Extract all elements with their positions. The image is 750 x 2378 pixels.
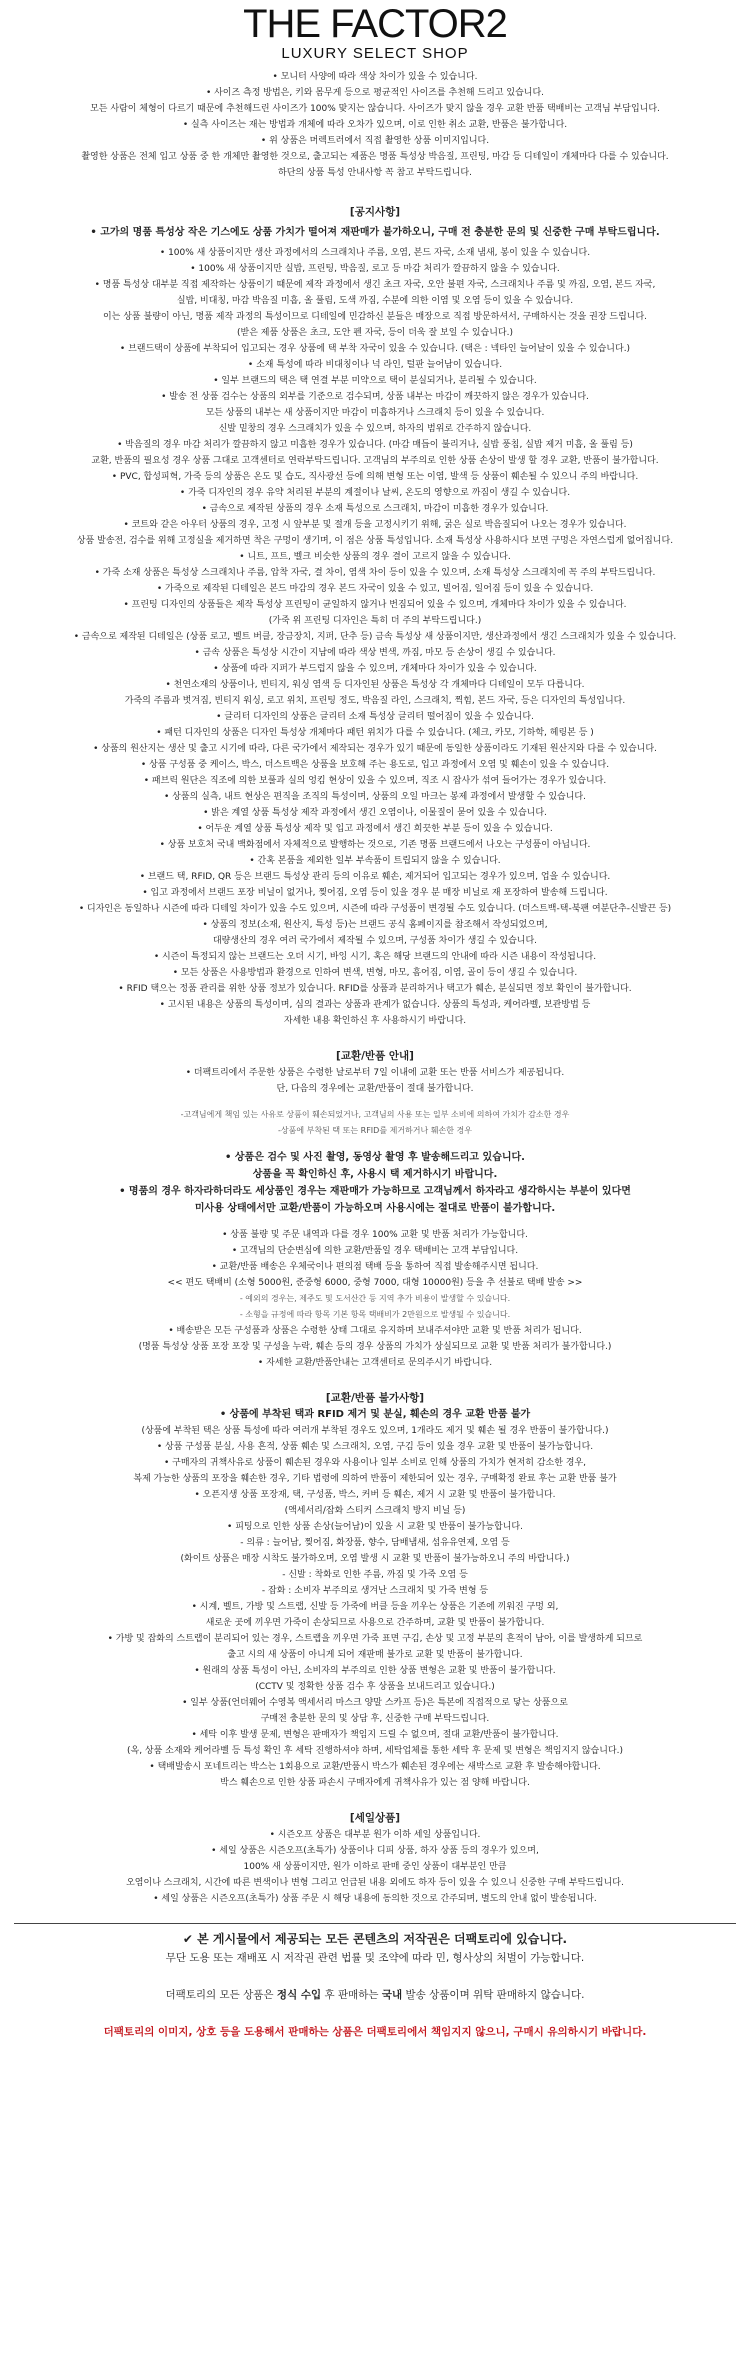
copyright-warning: 무단 도용 또는 재배포 시 저작권 관련 법률 및 조약에 따라 민, 형사상의 처벌이 가능합니다. bbox=[165, 1952, 585, 1964]
intro-line: 하단의 상품 특성 안내사항 꼭 참고 부탁드립니다. bbox=[278, 168, 472, 178]
noreturn-item: • 원래의 상품 특성이 아닌, 소비자의 부주의로 인한 상품 변형은 교환 및 반품이 불가합니다. bbox=[194, 1666, 556, 1676]
notice-item: • 상품 보호처 국내 백화점에서 자체적으로 발행하는 것으로, 기존 명품 브랜드에서 나오는 구성품이 아닙니다. bbox=[159, 840, 591, 850]
notice-item: • 디자인은 동일하나 시즌에 따라 디테일 차이가 있을 수도 있으며, 시즌에 따라 구성품이 변경될 수도 있습니다. (더스트백-택-북팬 여분단추-신발끈 등) bbox=[78, 904, 672, 914]
notice-item: • 밝은 계열 상품 특성상 제작 과정에서 생긴 오염이나, 이물질이 묻어 있을 수 있습니다. bbox=[203, 808, 547, 818]
noreturn-item: 새로운 곳에 끼우면 가죽이 손상되므로 사용으로 간주하며, 교환 및 반품이 불가합니다. bbox=[205, 1618, 545, 1628]
notice-item: • 금속 상품은 특성상 시간이 지남에 따라 색상 변색, 까짐, 마모 등 손상이 생길 수 있습니다. bbox=[194, 648, 556, 658]
notice-item: • 패브릭 원단은 직조에 의한 보풀과 실의 엉킴 현상이 있을 수 있으며, 직조 시 잡사가 섞여 들어가는 경우가 있습니다. bbox=[143, 776, 607, 786]
intro-line: 촬영한 상품은 전체 입고 상품 중 한 개체만 촬영한 것으로, 출고되는 제품은 명품 특성상 박음질, 프린팅, 마감 등 디테일이 개체마다 다를 수 있습니다. bbox=[81, 152, 669, 162]
noreturn-item: • 시계, 벨트, 가방 및 스트랩, 신발 등 가죽에 버클 등을 끼우는 상품은 기존에 끼워진 구멍 외, bbox=[191, 1602, 559, 1612]
notice-item: • 가죽 디자인의 경우 유약 처리된 부분의 계절이나 날씨, 온도의 영향으로 까짐이 생길 수 있습니다. bbox=[179, 488, 571, 498]
notice-item: 신발 밑창의 경우 스크래치가 있을 수 있으며, 하자의 범위로 간주하지 않습니다. bbox=[218, 424, 532, 434]
exchange-line: • 더팩트리에서 주문한 상품은 수령한 날로부터 7일 이내에 교환 또는 반품 서비스가 제공됩니다. bbox=[185, 1068, 565, 1078]
noreturn-item: (화이트 상품은 매장 시착도 불가하오며, 오염 발생 시 교환 및 반품이 불가능하오니 주의 바랍니다.) bbox=[180, 1554, 570, 1564]
noreturn-item: • 상품 구성품 분실, 사용 흔적, 상품 훼손 및 스크래치, 오염, 구김 등이 있을 경우 교환 및 반품이 불가능합니다. bbox=[156, 1442, 594, 1452]
notice-list bbox=[14, 245, 736, 1029]
notice-item: • 시즌이 특정되지 않는 브랜드는 오더 시기, 바잉 시기, 혹은 해당 브랜드의 안내에 따라 시즌 내용이 작성됩니다. bbox=[153, 952, 597, 962]
notice-item: • 가죽으로 제작된 디테일은 본드 마감의 경우 본드 자국이 있을 수 있고, 빌어짐, 일어짐 등이 있을 수 있습니다. bbox=[156, 584, 594, 594]
notice-item: • 상품의 실측, 내트 현상은 편직을 조직의 특성이며, 상품의 오일 마크는 봉제 과정에서 발생할 수 있습니다. bbox=[164, 792, 586, 802]
exchange-fee-notes bbox=[14, 1291, 736, 1323]
exchange-exceptions bbox=[14, 1107, 736, 1139]
exchange-line: 단, 다음의 경우에는 교환/반품이 절대 불가합니다. bbox=[276, 1084, 474, 1094]
copyright-block bbox=[14, 1930, 736, 2042]
intro-line: • 사이즈 측정 방법은, 키와 몸무게 등으로 평균적인 사이즈를 추천해 드리고 있습니다. bbox=[205, 88, 545, 98]
noreturn-item: • 세탁 이후 발생 문제, 변형은 판매자가 책임지 드릴 수 없으며, 절대 교환/반품이 불가합니다. bbox=[191, 1730, 559, 1740]
notice-item: 실밥, 비대칭, 마감 박음질 미흡, 올 풀림, 도색 까짐, 수분에 의한 이염 및 오염 등이 있을 수 있습니다. bbox=[176, 296, 574, 306]
noreturn-title: [교환/반품 불가사항] bbox=[325, 1392, 425, 1404]
noreturn-item: • 일부 상품(언더웨어 수영복 액세서리 마스크 양말 스카프 등)은 특본에 직접적으로 닿는 상품으로 bbox=[182, 1698, 568, 1708]
exchange-list-2 bbox=[14, 1323, 736, 1371]
exchange-bold-line: 미사용 상태에서만 교환/반품이 가능하오며 사용시에는 절대로 반품이 불가합니다. bbox=[194, 1203, 556, 1214]
notice-item: • 100% 새 상품이지만 실밥, 프린팅, 박음질, 로고 등 마감 처리가 깔끔하지 않을 수 있습니다. bbox=[190, 264, 560, 274]
noreturn-item: - 의류 : 늘어남, 찢어짐, 화장품, 향수, 담배냄새, 섬유유연제, 오염 등 bbox=[240, 1538, 510, 1548]
sale-title: [세일상품] bbox=[349, 1812, 401, 1824]
sale-item: 100% 새 상품이지만, 원가 이하로 판매 중인 상품이 대부분인 만큼 bbox=[243, 1862, 507, 1872]
exchange-title: [교환/반품 안내] bbox=[336, 1050, 414, 1062]
notice-item: • 브랜드 택, RFID, QR 등은 브랜드 특성상 관리 등의 이유로 훼손, 제거되어 입고되는 경우가 있으며, 업을 수 있습니다. bbox=[139, 872, 611, 882]
intro-line: • 모니터 사양에 따라 색상 차이가 있을 수 있습니다. bbox=[272, 72, 478, 82]
notice-item: • 발송 전 상품 검수는 상품의 외부를 기준으로 검수되며, 상품 내부는 마감이 깨끗하지 않은 경우가 있습니다. bbox=[161, 392, 589, 402]
notice-item: • RFID 택으는 정품 관리를 위한 상품 정보가 있습니다. RFID를 상품과 분리하거나 택고가 훼손, 분실되면 정보 확인이 불가합니다. bbox=[118, 984, 632, 994]
notice-item: • 박음질의 경우 마감 처리가 깔끔하지 않고 미흡한 경우가 있습니다. (마감 매듭이 불리거나, 실밥 풍침, 실밥 제거 미흡, 올 풀림 등) bbox=[117, 440, 633, 450]
noreturn-item: (옥, 상품 소재와 케어라벨 등 특성 확인 후 세탁 진행하셔야 하며, 세탁업체를 통한 세탁 후 문제 및 변형은 책임지지 않습니다.) bbox=[127, 1746, 623, 1756]
notice-item: • 상품의 원산지는 생산 및 출고 시기에 따라, 다른 국가에서 제작되는 경우가 있기 때문에 동일한 상품이라도 기재된 원산지와 다를 수 있습니다. bbox=[93, 744, 657, 754]
noreturn-item: (액세서리/잡화 스티커 스크래치 방지 비닐 등) bbox=[284, 1506, 466, 1516]
intro-line: 모든 사람이 체형이 다르기 때문에 추천해드린 사이즈가 100% 맞지는 않습니다. 사이즈가 맞지 않을 경우 교환 반품 택배비는 고객님 부담입니다. bbox=[90, 104, 660, 114]
notice-lead: • 고가의 명품 특성상 작은 기스에도 상품 가치가 떨어져 재판매가 불가하오니, 구매 전 충분한 문의 및 신중한 구매 부탁드립니다. bbox=[90, 227, 660, 238]
notice-item: • 100% 새 상품이지만 생산 과정에서의 스크래치나 주름, 오염, 본드 자국, 소재 냄새, 봉이 있을 수 있습니다. bbox=[159, 248, 591, 258]
notice-item: • 상품의 정보(소재, 원산지, 특성 등)는 브랜드 공식 홈페이지를 참조해서 작성되었으며, bbox=[202, 920, 548, 930]
exchange-list bbox=[14, 1227, 736, 1291]
notice-item: • 니트, 프트, 벨크 비슷한 상품의 경우 결이 고르지 않을 수 있습니다. bbox=[239, 552, 511, 562]
notice-item: 대량생산의 경우 여러 국가에서 제작될 수 있으며, 구성품 차이가 생길 수 있습니다. bbox=[212, 936, 538, 946]
notice-item: • 코트와 같은 아우터 상품의 경우, 고정 시 앞부분 및 절개 등을 고정시키기 위해, 굵은 실로 박음질되어 나오는 경우가 있습니다. bbox=[123, 520, 627, 530]
notice-item: • 천연소재의 상품이나, 빈티지, 워싱 염색 등 디자인된 상품은 특성상 각 개체마다 디테일이 모두 다릅니다. bbox=[165, 680, 585, 690]
notice-item: • 브랜드택이 상품에 부착되어 입고되는 경우 상품에 택 부착 자국이 있을 수 있습니다. (택은 : 넥타인 늘어날이 있을 수 있습니다.) bbox=[119, 344, 631, 354]
exchange-top bbox=[14, 1065, 736, 1097]
brand-logo bbox=[14, 0, 736, 61]
intro-line: • 실측 사이즈는 재는 방법과 개체에 따라 오차가 있으며, 이로 인한 취소 교환, 반품은 불가합니다. bbox=[182, 120, 568, 130]
exchange-bold-line: • 명품의 경우 하자라하더라도 세상품인 경우는 재판매가 가능하므로 고객님께서 하자라고 생각하시는 부분이 있다면 bbox=[119, 1186, 631, 1197]
exchange-item: • 교환/반품 배송은 우체국이나 편의점 택배 등을 통하여 직접 발송해주시면 됩니다. bbox=[211, 1262, 539, 1272]
notice-item: • 글리터 디자인의 상품은 글리터 소재 특성상 글리터 떨어짐이 있을 수 있습니다. bbox=[216, 712, 534, 722]
noreturn-item: • 오픈지생 상품 포장재, 택, 구성품, 박스, 커버 등 훼손, 제거 시 교환 및 반품이 불가합니다. bbox=[194, 1490, 556, 1500]
notice-item: 가죽의 주름과 벗겨짐, 빈티지 워싱, 로고 위치, 프린팅 정도, 박음질 라인, 스크래치, 찍힘, 본드 자국, 등은 디자인의 특성입니다. bbox=[124, 696, 626, 706]
exchange-item: • 배송받은 모든 구성품과 상품은 수령한 상태 그대로 유지하며 보내주셔야만 교환 및 반품 처리가 됩니다. bbox=[168, 1326, 582, 1336]
notice-item: • 입고 과정에서 브랜드 포장 비닐이 없거나, 찢어짐, 오염 등이 있을 경우 분 매장 비닐로 재 포장하여 발송해 드립니다. bbox=[142, 888, 608, 898]
notice-item: (받은 제품 상품은 초크, 도안 펜 자국, 등이 더욱 잘 보일 수 있습니다.) bbox=[237, 328, 513, 338]
noreturn-item: (CCTV 및 정확한 상품 검수 후 상품을 보내드리고 있습니다.) bbox=[255, 1682, 495, 1692]
noreturn-item: (상품에 부착된 택은 상품 특성에 따라 여러개 부착된 경우도 있으며, 1개라도 제거 및 훼손 될 경우 반품이 불가합니다.) bbox=[141, 1426, 609, 1436]
exchange-exception-line: -고객님에게 책임 있는 사유로 상품이 훼손되었거나, 고객님의 사용 또는 일부 소비에 의하여 가치가 감소한 경우 bbox=[180, 1110, 570, 1119]
notice-item: • 어두운 계열 상품 특성상 제작 및 입고 과정에서 생긴 희끗한 부분 등이 있을 수 있습니다. bbox=[197, 824, 553, 834]
notice-item: • 명품 특성상 대부분 직접 제작하는 상품이기 때문에 제작 과정에서 생긴 초크 자국, 오안 불편 자국, 스크래치나 주름 및 까짐, 오염, 본드 자국, bbox=[94, 280, 656, 290]
notice-item: 이는 상품 불량이 아닌, 명품 제작 과정의 특성이므로 디테일에 민감하신 분들은 매장으로 직접 방문하셔서, 구매하시는 것을 권장 드립니다. bbox=[102, 312, 648, 322]
sale-item: • 세일 상품은 시즌오프(초특가) 상품 주문 시 해당 내용에 동의한 것으로 간주되며, 별도의 안내 없이 발송됩니다. bbox=[153, 1894, 597, 1904]
noreturn-list bbox=[14, 1423, 736, 1791]
notice-title: [공지사항] bbox=[349, 206, 401, 218]
noreturn-item: • 가방 및 잡화의 스트랩이 분리되어 있는 경우, 스트랩을 끼우면 가죽 표면 구김, 손상 및 고정 부분의 흔적이 남아, 이를 발생하게 되므로 bbox=[107, 1634, 643, 1644]
intro-line: • 위 상품은 머렉트러에서 직접 촬영한 상품 이미지입니다. bbox=[260, 136, 490, 146]
notice-item: • 가죽 소재 상품은 특성상 스크래치나 주름, 압착 자국, 결 차이, 염색 차이 등이 있을 수 있으며, 소재 특성상 스크래치에 꼭 주의 부탁드립니다. bbox=[94, 568, 656, 578]
footer-divider bbox=[14, 1923, 736, 1924]
exchange-inspection bbox=[14, 1149, 736, 1217]
exchange-item: (명품 특성상 상품 포장 포장 및 구성을 누락, 훼손 등의 경우 상품의 가치가 상실되므로 교환 및 반품 처리가 불가합니다.) bbox=[138, 1342, 612, 1352]
sale-item: 오염이나 스크래치, 시간에 따른 변색이나 변형 그리고 언급된 내용 외에도 하자 등이 있을 수 있으니 신중한 구매 부탁드립니다. bbox=[126, 1878, 624, 1888]
notice-item: 교환, 반품의 필요성 경우 상품 그대로 고객센터로 연락부탁드립니다. 고객님의 부주의로 인한 상품 손상이 발생 할 경우 교환, 반품이 불가합니다. bbox=[91, 456, 659, 466]
notice-item: • 금속으로 제작된 디테일은 (상품 로고, 벨트 버클, 장금장치, 지퍼, 단추 등) 금속 특성상 새 상품이지만, 생산과정에서 생긴 스크래치가 있을 수 있습니다. bbox=[73, 632, 677, 642]
noreturn-item: - 신발 : 착화로 인한 주름, 까짐 및 가죽 오염 등 bbox=[282, 1570, 468, 1580]
noreturn-lead: • 상품에 부착된 택과 RFID 제거 및 분실, 훼손의 경우 교환 반품 불가 bbox=[219, 1409, 531, 1420]
notice-item: • 패턴 디자인의 상품은 디자인 특성상 개체마다 패턴 위치가 다를 수 있습니다. (체크, 카모, 기하학, 헤링본 등 ) bbox=[156, 728, 594, 738]
notice-item: • 프린팅 디자인의 상품들은 제작 특성상 프린팅이 균일하지 않거나 번짐되어 있을 수 있으며, 개체마다 차이가 있을 수 있습니다. bbox=[123, 600, 627, 610]
exchange-item: • 고객님의 단순변심에 의한 교환/반품일 경우 택배비는 고객 부담입니다. bbox=[231, 1246, 519, 1256]
notice-item: • 간혹 본품을 제외한 일부 부속품이 트립되지 않을 수 있습니다. bbox=[249, 856, 501, 866]
notice-item: 자세한 내용 확인하신 후 사용하시기 바랍니다. bbox=[283, 1016, 467, 1026]
noreturn-item: • 택배발송시 포네트리는 박스는 1회용으로 교환/반품시 박스가 훼손된 경우에는 새박스로 교환 후 발송해야합니다. bbox=[149, 1762, 601, 1772]
copyright-line: ✔ 본 게시물에서 제공되는 모든 콘텐츠의 저작권은 더팩토리에 있습니다. bbox=[182, 1932, 568, 1946]
noreturn-item: 출고 시의 새 상품이 아니게 되어 재판매 불가로 교환 및 반품이 불가합니다. bbox=[227, 1650, 523, 1660]
sale-list bbox=[14, 1827, 736, 1907]
notice-item: • 금속으로 제작된 상품의 경우 소재 특성으로 스크래치, 마감이 미흡한 경우가 있습니다. bbox=[201, 504, 549, 514]
check-icon: ✔ bbox=[182, 1932, 193, 1946]
notice-item: • 소재 특성에 따라 비대칭이나 넉 라인, 털판 늘어남이 있습니다. bbox=[247, 360, 503, 370]
notice-item: • 고시된 내용은 상품의 특성이며, 심의 결과는 상품과 관계가 없습니다. 상품의 특성과, 케어라벨, 보관방법 등 bbox=[159, 1000, 591, 1010]
noreturn-item: 박스 훼손으로 인한 상품 파손시 구매자에게 귀책사유가 있는 점 양해 바랍니다. bbox=[220, 1778, 530, 1788]
notice-item: • 일부 브랜드의 택은 택 연결 부분 미약으로 택이 분실되거나, 분리될 수 있습니다. bbox=[213, 376, 537, 386]
impersonation-warning: 더팩토리의 이미지, 상호 등을 도용해서 판매하는 상품은 더팩토리에서 책임지지 않으니, 구매시 유의하시기 바랍니다. bbox=[103, 2026, 647, 2038]
notice-item: (가죽 위 프린팅 디자인은 특히 더 주의 부탁드립니다.) bbox=[268, 616, 482, 626]
noreturn-item: • 구매자의 귀책사유로 상품이 훼손된 경우와 사용이나 일부 소비로 인해 상품의 가치가 현저히 감소한 경우, bbox=[163, 1458, 587, 1468]
exchange-fee-note: - 예외의 경우는, 제주도 및 도서산간 등 지역 추가 비용이 발생할 수 있습니다. bbox=[239, 1294, 511, 1303]
brand-name: THE FACTOR2 bbox=[243, 2, 507, 46]
exchange-item: << 편도 택배비 (소형 5000원, 준중형 6000, 중형 7000, 대형 10000원) 등을 추 선불로 택배 발송 >> bbox=[167, 1278, 583, 1288]
exchange-fee-note: - 소형을 규정에 따라 항목 기본 항목 택배비가 2만원으로 발생될 수 있습니다. bbox=[239, 1310, 511, 1319]
notice-item: • PVC, 합성피혁, 가죽 등의 상품은 온도 및 습도, 직사광선 등에 의해 변형 또는 이염, 발색 등 상품이 훼손될 수 있으니 주의 바랍니다. bbox=[111, 472, 639, 482]
exchange-item: • 자세한 교환/반품안내는 고객센터로 문의주시기 바랍니다. bbox=[257, 1358, 493, 1368]
noreturn-item: 복제 가능한 상품의 포장을 훼손한 경우, 기타 법령에 의하여 반품이 제한되어 있는 경우, 구매확정 완료 후는 교환 반품 불가 bbox=[133, 1474, 617, 1484]
brand-tagline: LUXURY SELECT SHOP bbox=[281, 45, 469, 62]
exchange-exception-line: -상품에 부착된 택 또는 RFID를 제거하거나 훼손한 경우 bbox=[278, 1126, 472, 1135]
noreturn-item: - 잡화 : 소비자 부주의로 생겨난 스크래치 및 가죽 변형 등 bbox=[261, 1586, 489, 1596]
noreturn-item: 구매전 충분한 문의 및 상담 후, 신중한 구매 부탁드립니다. bbox=[260, 1714, 490, 1724]
notice-item: • 상품에 따라 지퍼가 부드럽지 않을 수 있으며, 개체마다 차이가 있을 수 있습니다. bbox=[213, 664, 537, 674]
notice-item: 상품 발송전, 검수를 위해 고정실을 제거하면 착은 구멍이 생기며, 이 점은 상품 특성입니다. 소재 특성상 사용하시다 보면 구멍은 자연스럽게 없어집니다. bbox=[76, 536, 674, 546]
exchange-bold-line: 상품을 꼭 확인하신 후, 사용시 택 제거하시기 바랍니다. bbox=[252, 1169, 498, 1180]
import-statement: 더팩토리의 모든 상품은 정식 수입 후 판매하는 국내 발송 상품이며 위탁 판매하지 않습니다. bbox=[165, 1989, 585, 2001]
intro-block bbox=[14, 69, 736, 181]
exchange-bold-line: • 상품은 검수 및 사진 촬영, 동영상 촬영 후 발송해드리고 있습니다. bbox=[225, 1152, 525, 1163]
exchange-item: • 상품 불량 및 주문 내역과 다를 경우 100% 교환 및 반품 처리가 가능합니다. bbox=[222, 1230, 528, 1240]
notice-item: 모든 상품의 내부는 새 상품이지만 마감이 미흡하거나 스크래치 등이 있을 수 있습니다. bbox=[205, 408, 545, 418]
sale-item: • 시즌오프 상품은 대부분 원가 이하 세일 상품입니다. bbox=[269, 1830, 481, 1840]
notice-item: • 상품 구성품 중 케이스, 박스, 더스트백은 상품을 보호해 주는 용도로, 입고 과정에서 오염 및 훼손이 있을 수 있습니다. bbox=[140, 760, 610, 770]
noreturn-item: • 피팅으로 인한 상품 손상(늘어남)이 있을 시 교환 및 반품이 불가능합니다. bbox=[227, 1522, 523, 1532]
notice-item: • 모든 상품은 사용방법과 환경으로 인하여 변색, 변형, 마모, 흠어짐, 이염, 골이 등이 생길 수 있습니다. bbox=[172, 968, 578, 978]
sale-item: • 세일 상품은 시즌오프(초특가) 상품이나 디피 상품, 하자 상품 등의 경우가 있으며, bbox=[211, 1846, 539, 1856]
